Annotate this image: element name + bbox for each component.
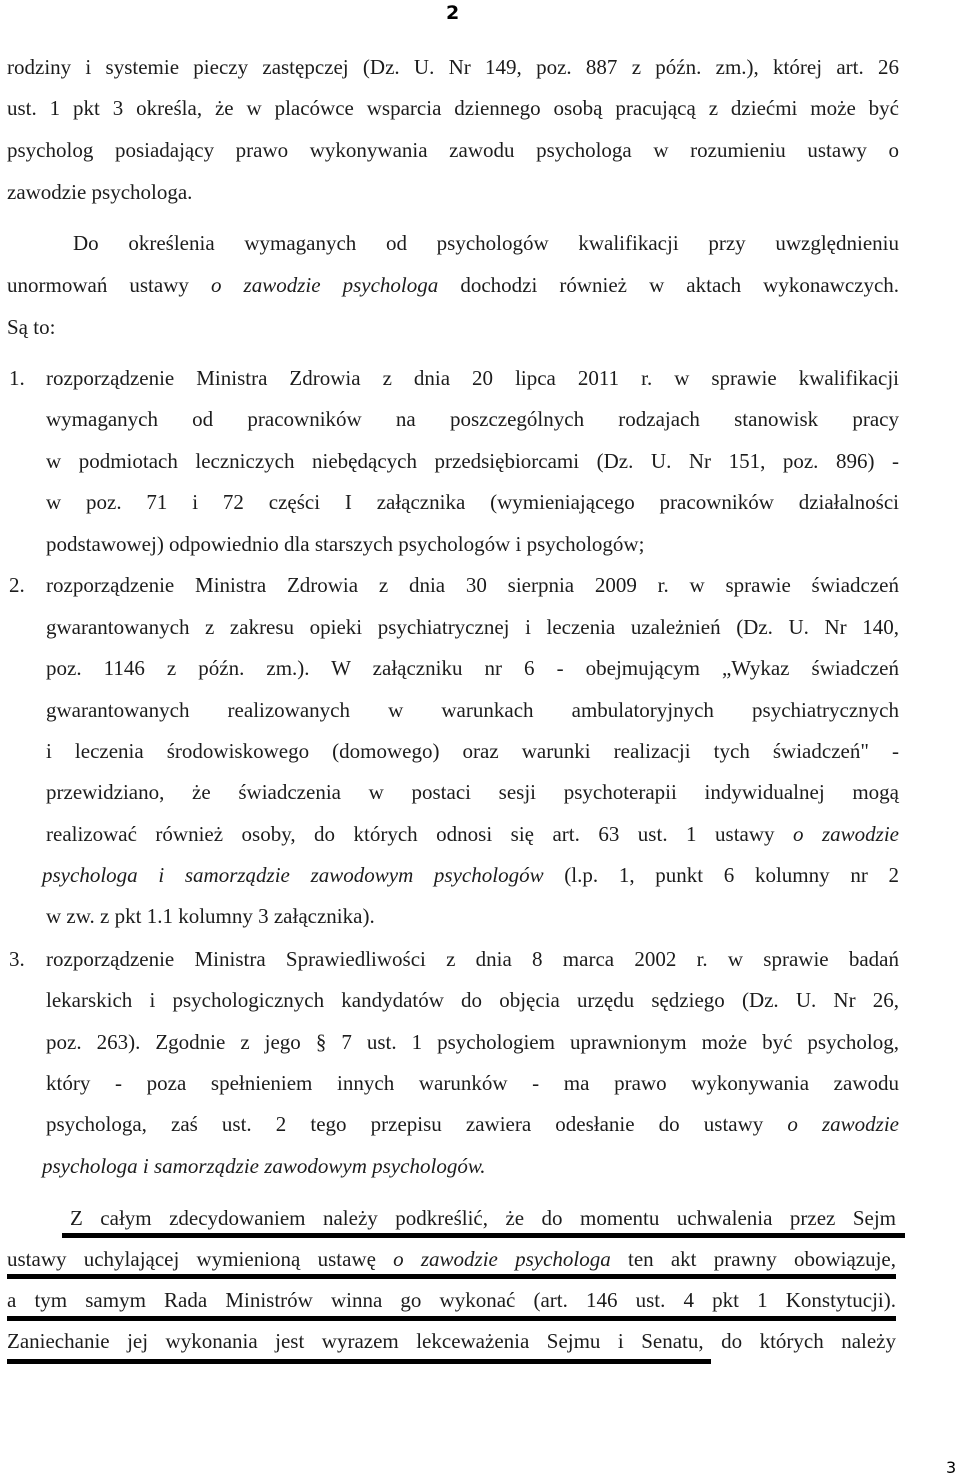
item2-line1: rozporządzenie Ministra Zdrowia z dnia 30 sierpnia 2009 r. w sprawie świadczeń (46, 573, 899, 597)
para2-line2-b: dochodzi również w aktach wykonawczych. (460, 273, 900, 297)
item1-line5: podstawowej) odpowiednio dla starszych psychologów i psychologów; (46, 532, 645, 556)
item2-line5: i leczenia środowiskowego (domowego) oraz warunki realizacji tych świadczeń" - (46, 739, 899, 763)
item2-line7 (46, 822, 899, 847)
item2-line3: poz. 1146 z późn. zm.). W załączniku nr 6 - obejmującym „Wykaz świadczeń (46, 656, 899, 680)
para1-line2: ust. 1 pkt 3 określa, że w placówce wsparcia dziennego osobą pracującą z dziećmi może być (7, 96, 899, 120)
item2-line6: przewidziano, że świadczenia w postaci sesji psychoterapii indywidualnej mogą (46, 780, 899, 804)
underline-bar-3 (7, 1316, 896, 1321)
underline-bar-4 (7, 1359, 711, 1364)
item3-line5-italic: o zawodzie (787, 1112, 900, 1136)
para3-line2 (7, 1247, 896, 1272)
item2-line7-italic: o zawodzie (793, 822, 900, 846)
item2-line8 (42, 863, 899, 888)
item3-line6: psychologa i samorządzie zawodowym psychologów. (42, 1154, 486, 1178)
item2-line9: w zw. z pkt 1.1 kolumny 3 załącznika). (46, 904, 375, 928)
item2-line8-italic: psychologa i samorządzie zawodowym psychologów (42, 863, 544, 887)
para2-line2 (7, 273, 899, 298)
item1-number: 1. (9, 366, 25, 390)
item2-number: 2. (9, 573, 25, 597)
item1-line3: w podmiotach leczniczych niebędących przedsiębiorcami (Dz. U. Nr 151, poz. 896) - (46, 449, 899, 473)
para3-line2-b: ten akt prawny obowiązuje, (627, 1247, 897, 1271)
item3-line5-a: psychologa, zaś ust. 2 tego przepisu zawiera odesłanie do ustawy (46, 1112, 764, 1136)
item3-number: 3. (9, 947, 25, 971)
item3-line3: poz. 263). Zgodnie z jego § 7 ust. 1 psychologiem uprawnionym może być psycholog, (46, 1030, 899, 1054)
para3-line1: Z całym zdecydowaniem należy podkreślić, że do momentu uchwalenia przez Sejm (70, 1206, 896, 1230)
page-number-top: 2 (446, 2, 460, 24)
item2-line4: gwarantowanych realizowanych w warunkach ambulatoryjnych psychiatrycznych (46, 698, 899, 722)
para3-line4: Zaniechanie jej wykonania jest wyrazem lekceważenia Sejmu i Senatu, do których należy (7, 1329, 896, 1353)
para3-line3: a tym samym Rada Ministrów winna go wykonać (art. 146 ust. 4 pkt 1 Konstytucji). (7, 1288, 896, 1312)
item2-line8-b: (l.p. 1, punkt 6 kolumny nr 2 (564, 863, 900, 887)
para2-line1: Do określenia wymaganych od psychologów kwalifikacji przy uwzględnieniu (73, 231, 899, 255)
item1-line2: wymaganych od pracowników na poszczególnych rodzajach stanowisk pracy (46, 407, 899, 431)
item2-line2: gwarantowanych z zakresu opieki psychiatrycznej i leczenia uzależnień (Dz. U. Nr 140, (46, 615, 899, 639)
item1-line1: rozporządzenie Ministra Zdrowia z dnia 20 lipca 2011 r. w sprawie kwalifikacji (46, 366, 899, 390)
para1-line4: zawodzie psychologa. (7, 180, 193, 204)
page-number-bottom: 3 (946, 1458, 957, 1477)
item3-line2: lekarskich i psychologicznych kandydatów do objęcia urzędu sędziego (Dz. U. Nr 26, (46, 988, 899, 1012)
underline-bar-2 (7, 1274, 896, 1279)
item3-line4: który - poza spełnieniem innych warunków - ma prawo wykonywania zawodu (46, 1071, 899, 1095)
item2-line7-a: realizować również osoby, do których odnosi się art. 63 ust. 1 ustawy (46, 822, 775, 846)
para1-line1: rodziny i systemie pieczy zastępczej (Dz. U. Nr 149, poz. 887 z późn. zm.), której art. 26 (7, 55, 899, 79)
para1-line3: psycholog posiadający prawo wykonywania zawodu psychologa w rozumieniu ustawy o (7, 138, 899, 162)
underline-bar-1 (62, 1233, 905, 1238)
para2-line2-a: unormowań ustawy (7, 273, 189, 297)
item3-line5 (46, 1112, 899, 1137)
law-title-italic-2: o zawodzie psychologa (393, 1247, 611, 1271)
para3-line2-a: ustawy uchylającej wymienioną ustawę (7, 1247, 376, 1271)
para2-line3: Są to: (7, 315, 56, 339)
law-title-italic: o zawodzie psychologa (210, 273, 439, 297)
item1-line4: w poz. 71 i 72 części I załącznika (wymieniającego pracowników działalności (46, 490, 899, 514)
item3-line1: rozporządzenie Ministra Sprawiedliwości z dnia 8 marca 2002 r. w sprawie badań (46, 947, 899, 971)
